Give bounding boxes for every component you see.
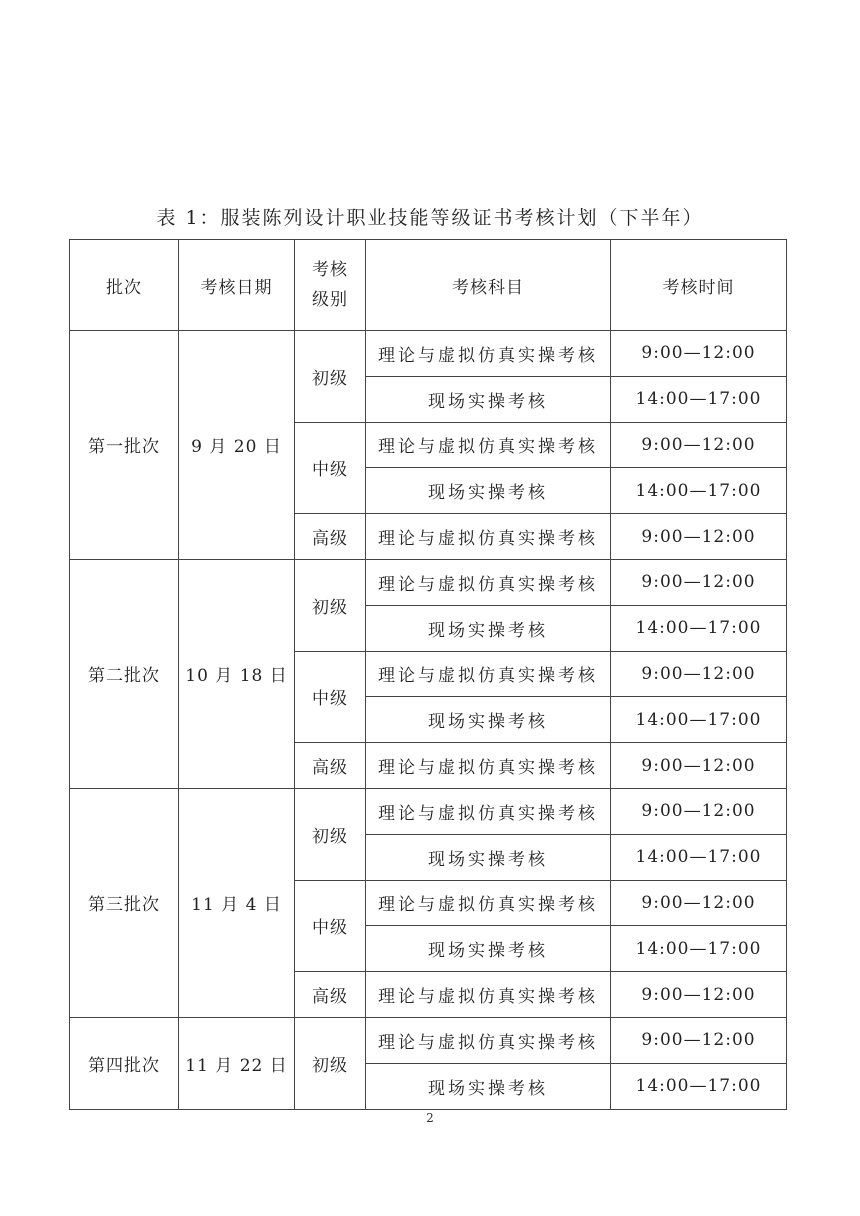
exam-time-cell: 9:00—12:00 [611, 651, 787, 697]
header-level [295, 240, 366, 331]
level-cell: 高级 [295, 972, 366, 1018]
subject-cell: 理论与虚拟仿真实操考核 [366, 514, 611, 560]
subject-cell: 现场实操考核 [366, 697, 611, 743]
exam-time-cell: 9:00—12:00 [611, 1017, 787, 1063]
batch-cell: 第四批次 [70, 1017, 179, 1109]
level-cell: 中级 [295, 422, 366, 514]
level-cell: 中级 [295, 651, 366, 743]
subject-cell: 理论与虚拟仿真实操考核 [366, 972, 611, 1018]
exam-time-cell: 14:00—17:00 [611, 605, 787, 651]
exam-date-cell: 9 月 20 日 [179, 331, 295, 560]
subject-cell: 理论与虚拟仿真实操考核 [366, 1017, 611, 1063]
level-cell: 初级 [295, 788, 366, 880]
exam-time-cell: 9:00—12:00 [611, 743, 787, 789]
level-cell: 中级 [295, 880, 366, 972]
level-cell: 高级 [295, 514, 366, 560]
exam-date-cell: 10 月 18 日 [179, 559, 295, 788]
exam-time-cell: 9:00—12:00 [611, 514, 787, 560]
exam-plan-table [69, 239, 787, 1110]
exam-time-cell: 14:00—17:00 [611, 376, 787, 422]
batch-cell: 第三批次 [70, 788, 179, 1017]
subject-cell: 理论与虚拟仿真实操考核 [366, 788, 611, 834]
exam-time-cell: 14:00—17:00 [611, 1063, 787, 1109]
level-cell: 初级 [295, 1017, 366, 1109]
subject-cell: 理论与虚拟仿真实操考核 [366, 422, 611, 468]
table-title: 表 1：服装陈列设计职业技能等级证书考核计划（下半年） [156, 207, 704, 229]
header-time: 考核时间 [611, 240, 787, 331]
exam-time-cell: 14:00—17:00 [611, 697, 787, 743]
exam-time-cell: 9:00—12:00 [611, 331, 787, 377]
exam-time-cell: 14:00—17:00 [611, 468, 787, 514]
header-level-line2: 级别 [312, 290, 348, 310]
exam-time-cell: 9:00—12:00 [611, 880, 787, 926]
level-cell: 高级 [295, 743, 366, 789]
subject-cell: 理论与虚拟仿真实操考核 [366, 559, 611, 605]
exam-date-cell: 11 月 22 日 [179, 1017, 295, 1109]
exam-time-cell: 9:00—12:00 [611, 422, 787, 468]
subject-cell: 理论与虚拟仿真实操考核 [366, 880, 611, 926]
subject-cell: 现场实操考核 [366, 468, 611, 514]
subject-cell: 现场实操考核 [366, 834, 611, 880]
header-date: 考核日期 [179, 240, 295, 331]
table-row [70, 1017, 787, 1063]
batch-cell: 第二批次 [70, 559, 179, 788]
page-number: 2 [426, 1111, 434, 1125]
header-batch: 批次 [70, 240, 179, 331]
level-cell: 初级 [295, 559, 366, 651]
subject-cell: 现场实操考核 [366, 605, 611, 651]
exam-time-cell: 9:00—12:00 [611, 788, 787, 834]
exam-time-cell: 14:00—17:00 [611, 834, 787, 880]
level-cell: 初级 [295, 331, 366, 423]
subject-cell: 现场实操考核 [366, 926, 611, 972]
exam-time-cell: 9:00—12:00 [611, 559, 787, 605]
exam-date-cell: 11 月 4 日 [179, 788, 295, 1017]
exam-time-cell: 14:00—17:00 [611, 926, 787, 972]
subject-cell: 现场实操考核 [366, 1063, 611, 1109]
header-level-line1: 考核 [312, 260, 348, 280]
table-row [70, 331, 787, 377]
batch-cell: 第一批次 [70, 331, 179, 560]
table-row [70, 788, 787, 834]
subject-cell: 现场实操考核 [366, 376, 611, 422]
subject-cell: 理论与虚拟仿真实操考核 [366, 651, 611, 697]
table-header-row [70, 240, 787, 331]
subject-cell: 理论与虚拟仿真实操考核 [366, 331, 611, 377]
exam-time-cell: 9:00—12:00 [611, 972, 787, 1018]
header-subject: 考核科目 [366, 240, 611, 331]
subject-cell: 理论与虚拟仿真实操考核 [366, 743, 611, 789]
table-row [70, 559, 787, 605]
